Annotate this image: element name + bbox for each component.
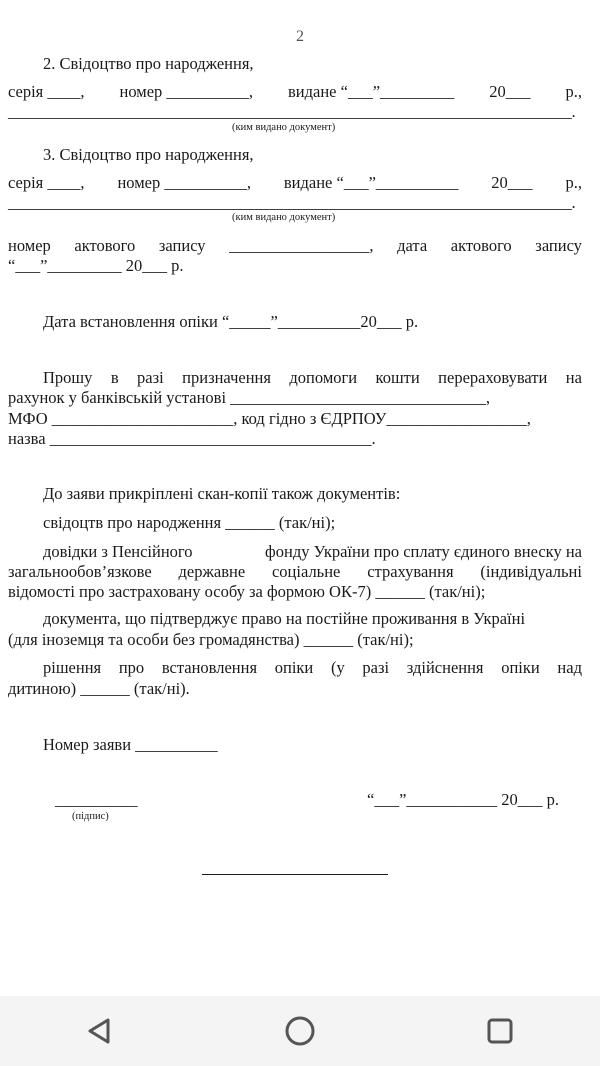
item4-word: опіки <box>501 658 540 677</box>
item2-word: (індивідуальні <box>480 562 582 581</box>
cert3-issued: видане “___”__________ <box>283 173 459 192</box>
attachments-intro: До заяви прикріплені скан-копії також документів: <box>43 484 401 503</box>
cert2-series: серія ____, <box>8 82 85 101</box>
attachment-item-4-row1 <box>43 658 582 678</box>
bank-word: на <box>565 368 582 387</box>
navigation-bar <box>0 996 600 1066</box>
recents-button[interactable] <box>470 1001 530 1061</box>
act-word: дата <box>397 236 428 255</box>
act-word: актового <box>74 236 136 255</box>
item4-word: над <box>557 658 582 677</box>
attachment-item-1: свідоцтв про народження ______ (так/ні); <box>43 513 336 532</box>
cert2-heading: 2. Свідоцтво про народження, <box>43 54 254 73</box>
attachment-item-3-line2: (для іноземця та особи без громадянства) ______ (так/ні); <box>8 630 414 649</box>
cert2-number: номер __________, <box>119 82 254 101</box>
bank-paragraph-row <box>43 368 582 388</box>
item2-word: страхування <box>367 562 454 581</box>
item2-word: державне <box>178 562 246 581</box>
item2-word: соціальне <box>271 562 341 581</box>
back-triangle-icon <box>85 1016 115 1046</box>
guardianship-date: Дата встановлення опіки “_____”__________20___ р. <box>43 312 419 331</box>
bank-word: Прошу <box>43 368 93 387</box>
cert2-r: р., <box>565 82 582 101</box>
cert3-series: серія ____, <box>8 173 85 192</box>
signature-caption: (підпис) <box>72 811 109 822</box>
item4-word: про <box>118 658 145 677</box>
recents-square-icon <box>486 1017 514 1045</box>
act-record-row <box>8 236 582 256</box>
cert2-issued: видане “___”_________ <box>288 82 455 101</box>
cert3-issuer-line: ______________________________________________________________________. <box>8 193 576 212</box>
item4-word: опіки <box>274 658 314 677</box>
item2-word: загальнообов’язкове <box>8 562 152 581</box>
act-word: запису <box>158 236 206 255</box>
bank-name-line: назва _______________________________________. <box>8 429 376 448</box>
cert3-heading: 3. Свідоцтво про народження, <box>43 145 254 164</box>
signature-date: “___”___________ 20___ р. <box>367 790 560 809</box>
cert3-issuer-caption: (ким видано документ) <box>232 212 336 223</box>
cert2-year: 20___ <box>489 82 531 101</box>
attachment-item-2-line3: відомості про застраховану особу за формою ОК-7) ______ (так/ні); <box>8 582 486 601</box>
cert2-issuer-line: ______________________________________________________________________. <box>8 102 576 121</box>
home-button[interactable] <box>270 1001 330 1061</box>
cert2-issuer-caption: (ким видано документ) <box>232 122 336 133</box>
item4-word: рішення <box>43 658 102 677</box>
bank-account-line: рахунок у банківській установі _______________________________, <box>8 388 491 407</box>
act-word: номер <box>8 236 51 255</box>
cert3-row <box>8 173 582 193</box>
cert2-row <box>8 82 582 102</box>
item4-word: (у <box>330 658 345 677</box>
act-number-blank: _________________, <box>229 236 374 255</box>
application-number: Номер заяви __________ <box>43 735 218 754</box>
bank-word: допомоги <box>289 368 358 387</box>
signature-blank: __________ <box>55 790 138 809</box>
bank-mfo-line: МФО ______________________, код гідно з ЄДРПОУ_________________, <box>8 409 531 428</box>
attachment-item-2-row1 <box>43 542 582 562</box>
attachment-item-4-line2: дитиною) ______ (так/ні). <box>8 679 190 698</box>
act-word: запису <box>535 236 582 255</box>
cert3-number: номер __________, <box>117 173 251 192</box>
item4-word: разі <box>362 658 390 677</box>
bottom-rule <box>202 874 388 875</box>
bank-word: разі <box>137 368 164 387</box>
bank-word: кошти <box>375 368 420 387</box>
bank-word: в <box>110 368 119 387</box>
attachment-item-2-row2 <box>8 562 582 582</box>
attachment-item-3-line1: документа, що підтверджує право на постійне проживання в Україні <box>43 609 526 628</box>
page-number: 2 <box>296 28 304 45</box>
item4-word: здійснення <box>406 658 484 677</box>
bank-word: призначення <box>182 368 271 387</box>
item2-text: довідки з Пенсійного <box>43 542 193 561</box>
cert3-year: 20___ <box>491 173 533 192</box>
item2-text: фонду України про сплату єдиного внеску на <box>265 542 582 561</box>
back-button[interactable] <box>70 1001 130 1061</box>
item4-word: встановлення <box>161 658 258 677</box>
act-word: актового <box>450 236 512 255</box>
cert3-r: р., <box>565 173 582 192</box>
bank-word: перераховувати <box>438 368 548 387</box>
act-record-date: “___”_________ 20___ р. <box>8 256 184 275</box>
home-circle-icon <box>284 1015 316 1047</box>
